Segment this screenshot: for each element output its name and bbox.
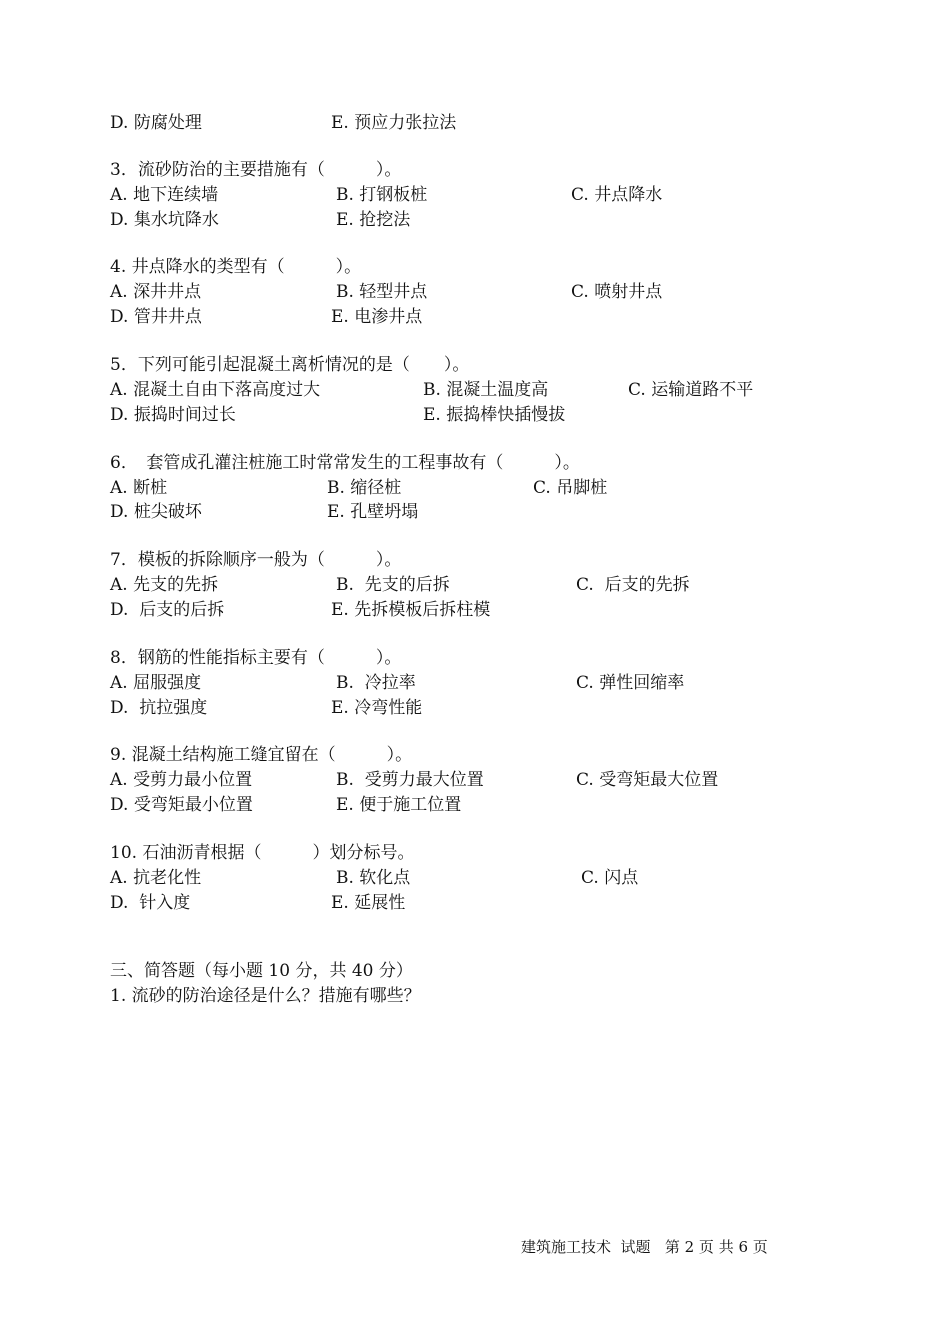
- q10-option-e: E. 延展性: [331, 893, 406, 913]
- q3-option-b: B. 打钢板桩: [336, 185, 428, 205]
- q10-option-d: D. 针入度: [110, 893, 191, 913]
- section-3-heading: 三、简答题（每小题 10 分，共 40 分）: [110, 961, 413, 981]
- q8-stem: 8．钢筋的性能指标主要有（ ）。: [110, 648, 402, 668]
- q5-stem: 5．下列可能引起混凝土离析情况的是（ ）。: [110, 355, 470, 375]
- q3-stem: 3．流砂防治的主要措施有（ ）。: [110, 160, 402, 180]
- q10-option-a: A. 抗老化性: [110, 868, 202, 888]
- q5-option-a: A. 混凝土自由下落高度过大: [110, 380, 321, 400]
- q9-option-e: E. 便于施工位置: [336, 795, 462, 815]
- q3-option-e: E. 抢挖法: [336, 210, 411, 230]
- q5-option-b: B. 混凝土温度高: [423, 380, 549, 400]
- q8-option-d: D. 抗拉强度: [110, 698, 208, 718]
- q6-option-c: C. 吊脚桩: [533, 478, 608, 498]
- q7-option-e: E. 先拆模板后拆柱模: [331, 600, 491, 620]
- q4-option-b: B. 轻型井点: [336, 282, 428, 302]
- q8-option-a: A. 屈服强度: [110, 673, 202, 693]
- q9-stem: 9. 混凝土结构施工缝宜留在（ ）。: [110, 745, 413, 765]
- q3-option-a: A. 地下连续墙: [110, 185, 219, 205]
- q9-option-a: A. 受剪力最小位置: [110, 770, 253, 790]
- q9-option-b: B. 受剪力最大位置: [336, 770, 484, 790]
- q6-stem: 6． 套管成孔灌注桩施工时常常发生的工程事故有（ ）。: [110, 453, 580, 473]
- q6-option-e: E. 孔壁坍塌: [327, 502, 419, 522]
- q7-option-c: C. 后支的先拆: [576, 575, 690, 595]
- q6-option-d: D. 桩尖破坏: [110, 502, 202, 522]
- q10-option-c: C. 闪点: [581, 868, 639, 888]
- q4-option-d: D. 管井井点: [110, 307, 202, 327]
- q2-option-e: E. 预应力张拉法: [331, 113, 457, 133]
- q7-option-d: D. 后支的后拆: [110, 600, 225, 620]
- q6-option-a: A. 断桩: [110, 478, 168, 498]
- q8-option-e: E. 冷弯性能: [331, 698, 423, 718]
- page-footer: 建筑施工技术 试题 第 2 页 共 6 页: [521, 1238, 768, 1256]
- section-3-question-1: 1. 流砂的防治途径是什么？措施有哪些？: [110, 986, 421, 1006]
- q4-option-a: A. 深井井点: [110, 282, 202, 302]
- q9-option-d: D. 受弯矩最小位置: [110, 795, 253, 815]
- q4-option-e: E. 电渗井点: [331, 307, 423, 327]
- q5-option-e: E. 振捣棒快插慢拔: [423, 405, 566, 425]
- q5-option-d: D. 振捣时间过长: [110, 405, 236, 425]
- q3-option-c: C. 井点降水: [571, 185, 663, 205]
- q6-option-b: B. 缩径桩: [327, 478, 402, 498]
- q3-option-d: D. 集水坑降水: [110, 210, 219, 230]
- q7-stem: 7．模板的拆除顺序一般为（ ）。: [110, 550, 402, 570]
- q10-stem: 10. 石油沥青根据（ ）划分标号。: [110, 843, 415, 863]
- q8-option-b: B. 冷拉率: [336, 673, 416, 693]
- q4-stem: 4. 井点降水的类型有（ ）。: [110, 257, 362, 277]
- q5-option-c: C. 运输道路不平: [628, 380, 754, 400]
- q4-option-c: C. 喷射井点: [571, 282, 663, 302]
- q2-option-d: D. 防腐处理: [110, 113, 202, 133]
- q8-option-c: C. 弹性回缩率: [576, 673, 685, 693]
- q7-option-b: B. 先支的后拆: [336, 575, 450, 595]
- q9-option-c: C. 受弯矩最大位置: [576, 770, 719, 790]
- q7-option-a: A. 先支的先拆: [110, 575, 219, 595]
- q10-option-b: B. 软化点: [336, 868, 411, 888]
